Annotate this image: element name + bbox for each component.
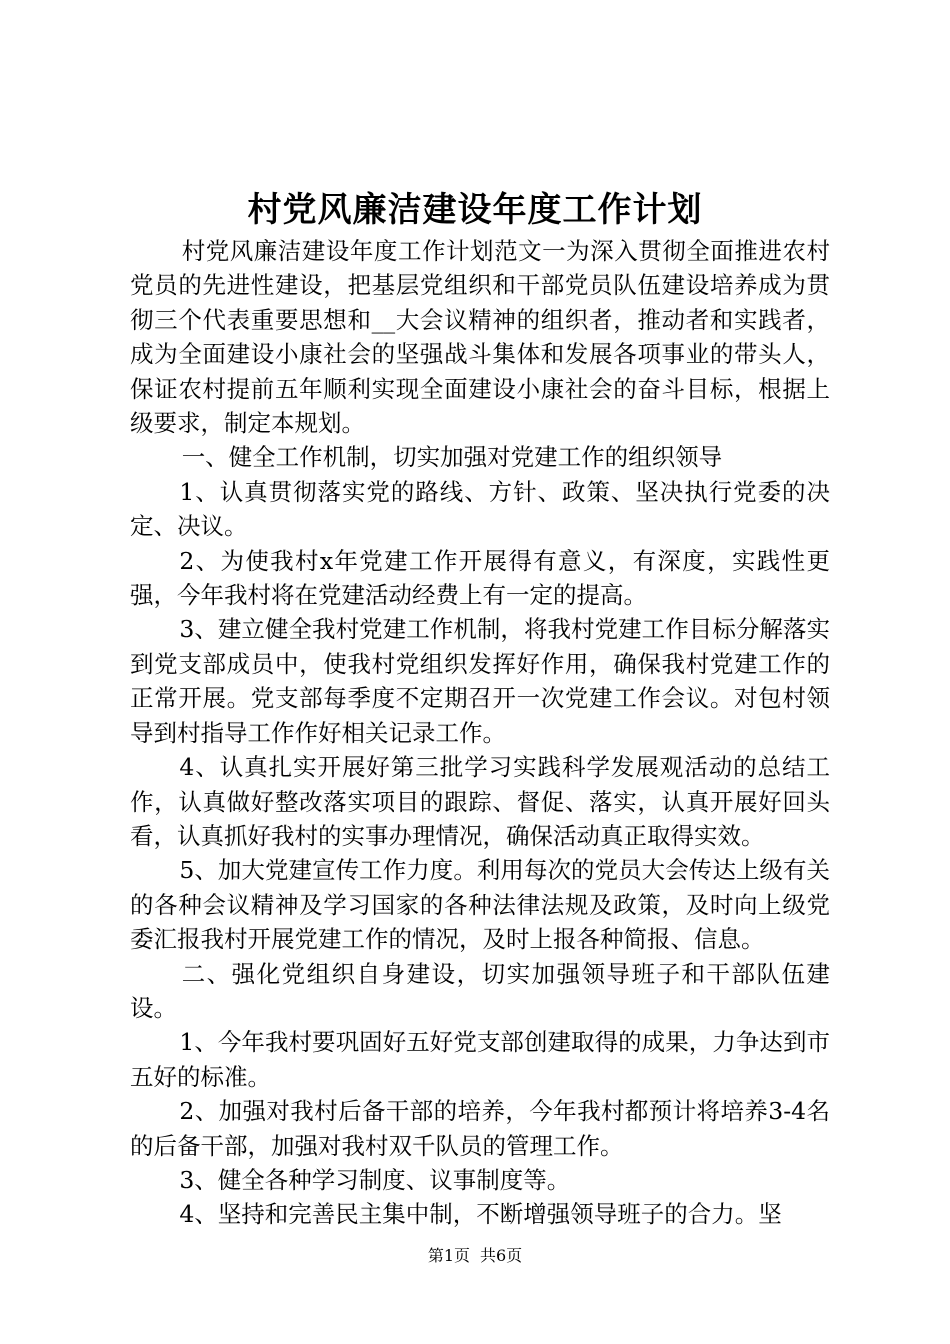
- document-body: [130, 234, 830, 1232]
- list-item: 3、建立健全我村党建工作机制，将我村党建工作目标分解落实到党支部成员中，使我村党组织发挥好作用，确保我村党建工作的正常开展。党支部每季度不定期召开一次党建工作会议。对包村领导到村指导工作作好相关记录工作。: [130, 615, 830, 747]
- list-item: 4、坚持和完善民主集中制，不断增强领导班子的合力。坚: [179, 1200, 782, 1229]
- section-heading-1: 一、健全工作机制，切实加强对党建工作的组织领导: [181, 443, 723, 472]
- page-footer: [0, 1245, 950, 1267]
- list-item: 4、认真扎实开展好第三批学习实践科学发展观活动的总结工作，认真做好整改落实项目的跟踪、督促、落实，认真开展好回头看，认真抓好我村的实事办理情况，确保活动真正取得实效。: [130, 753, 830, 850]
- section-heading-2: 二、强化党组织自身建设，切实加强领导班子和干部队伍建设。: [130, 959, 830, 1022]
- list-item: 3、健全各种学习制度、议事制度等。: [179, 1165, 571, 1194]
- list-item: 2、加强对我村后备干部的培养，今年我村都预计将培养3-4名的后备干部，加强对我村双千队员的管理工作。: [130, 1097, 830, 1160]
- paragraph-intro: 村党风廉洁建设年度工作计划范文一为深入贯彻全面推进农村党员的先进性建设，把基层党组织和干部党员队伍建设培养成为贯彻三个代表重要思想和__大会议精神的组织者，推动者和实践者，成为全面建设小康社会的坚强战斗集体和发展各项事业的带头人，保证农村提前五年顺利实现全面建设小康社会的奋斗目标，根据上级要求，制定本规划。: [130, 237, 830, 438]
- list-item: 5、加大党建宣传工作力度。利用每次的党员大会传达上级有关的各种会议精神及学习国家的各种法律法规及政策，及时向上级党委汇报我村开展党建工作的情况，及时上报各种简报、信息。: [130, 856, 830, 954]
- list-item: 1、认真贯彻落实党的路线、方针、政策、坚决执行党委的决定、决议。: [130, 477, 830, 541]
- document-title: 村党风廉洁建设年度工作计划: [247, 190, 703, 230]
- page-number: 第1页: [427, 1246, 470, 1265]
- list-item: 2、为使我村x年党建工作开展得有意义，有深度，实践性更强，今年我村将在党建活动经费上有一定的提高。: [130, 546, 830, 610]
- page-total: 共6页: [480, 1246, 523, 1265]
- list-item: 1、今年我村要巩固好五好党支部创建取得的成果，力争达到市五好的标准。: [130, 1028, 830, 1091]
